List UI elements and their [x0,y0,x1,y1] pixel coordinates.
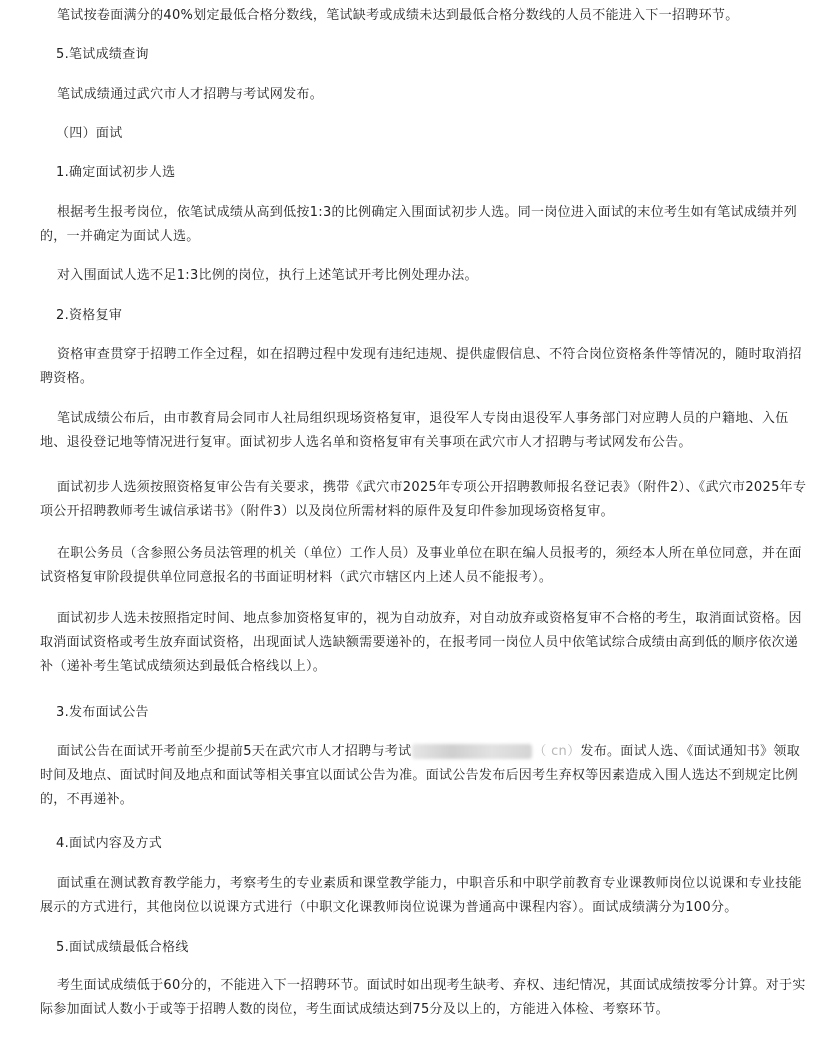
in-service-staff-paragraph: 在职公务员（含参照公务员法管理的机关（单位）工作人员）及事业单位在职在编人员报考的，须经本人所在单位同意，并在面试资格复审阶段提供单位同意报名的书面证明材料（武穴市辖区内上述人员不能报考）。 [40,546,802,585]
written-exam-passline-paragraph: 笔试按卷面满分的40%划定最低合格分数线，笔试缺考或成绩未达到最低合格分数线的人员不能进入下一招聘环节。 [57,8,739,23]
review-materials-paragraph: 面试初步人选须按照资格复审公告有关要求，携带《武穴市2025年专项公开招聘教师报名登记表》（附件2）、《武穴市2025年专项公开招聘教师考生诚信承诺书》（附件3）以及岗位所需材料的原件及复印件参加现场资格复审。 [40,480,807,519]
notice-text-end: 发布。面试人选、《面试通知书》领取时间及地点、面试时间及地点和面试等相关事宜以面试公告为准。面试公告发布后因考生弃权等因素造成入围人选达不到规定比例的，不再递补。 [40,744,801,807]
heading-written-score-query: 5.笔试成绩查询 [56,47,149,62]
interview-notice-paragraph [40,740,810,812]
interview-content-paragraph: 面试重在测试教育教学能力，考察考生的专业素质和课堂教学能力，中职音乐和中职学前教育专业课教师岗位以说课和专业技能展示的方式进行，其他岗位以说课方式进行（中职文化课教师岗位说课为普通高中课程内容）。面试成绩满分为100分。 [40,876,802,915]
heading-interview: （四）面试 [56,126,123,141]
absence-replacement-paragraph: 面试初步人选未按照指定时间、地点参加资格复审的，视为自动放弃，对自动放弃或资格复审不合格的考生，取消面试资格。因取消面试资格或考生放弃面试资格，出现面试人选缺额需要递补的，在报考同一岗位人员中依笔试综合成绩由高到低的顺序依次递补（递补考生笔试成绩须达到最低合格线以上）。 [40,611,802,674]
heading-interview-content: 4.面试内容及方式 [56,836,163,851]
insufficient-ratio-paragraph: 对入围面试人选不足1:3比例的岗位，执行上述笔试开考比例处理办法。 [57,268,478,283]
onsite-review-paragraph: 笔试成绩公布后，由市教育局会同市人社局组织现场资格复审，退役军人专岗由退役军人事务部门对应聘人员的户籍地、入伍地、退役登记地等情况进行复审。面试初步人选名单和资格复审有关事项在武穴市人才招聘与考试网发布公告。 [40,411,789,450]
blurred-url-redaction [412,744,532,759]
heading-interview-notice: 3.发布面试公告 [56,705,149,720]
interview-minimum-paragraph: 考生面试成绩低于60分的，不能进入下一招聘环节。面试时如出现考生缺考、弃权、违纪情况，其面试成绩按零分计算。对于实际参加面试人数小于或等于招聘人数的岗位，考生面试成绩达到75分及以上的，方能进入体检、考察环节。 [40,978,806,1017]
candidate-ratio-paragraph: 根据考生报考岗位，依笔试成绩从高到低按1:3的比例确定入围面试初步人选。同一岗位进入面试的末位考生如有笔试成绩并列的，一并确定为面试人选。 [40,205,798,244]
heading-interview-candidates: 1.确定面试初步人选 [56,165,176,180]
heading-qualification-review: 2.资格复审 [56,308,123,323]
score-query-paragraph: 笔试成绩通过武穴市人才招聘与考试网发布。 [57,87,324,102]
qualification-throughout-paragraph: 资格审查贯穿于招聘工作全过程，如在招聘过程中发现有违纪违规、提供虚假信息、不符合岗位资格条件等情况的，随时取消招聘资格。 [40,347,802,386]
heading-interview-minimum: 5.面试成绩最低合格线 [56,940,189,955]
faint-url-fragment: （ cn） [533,744,581,759]
notice-text-start: 面试公告在面试开考前至少提前5天在武穴市人才招聘与考试 [57,744,412,759]
